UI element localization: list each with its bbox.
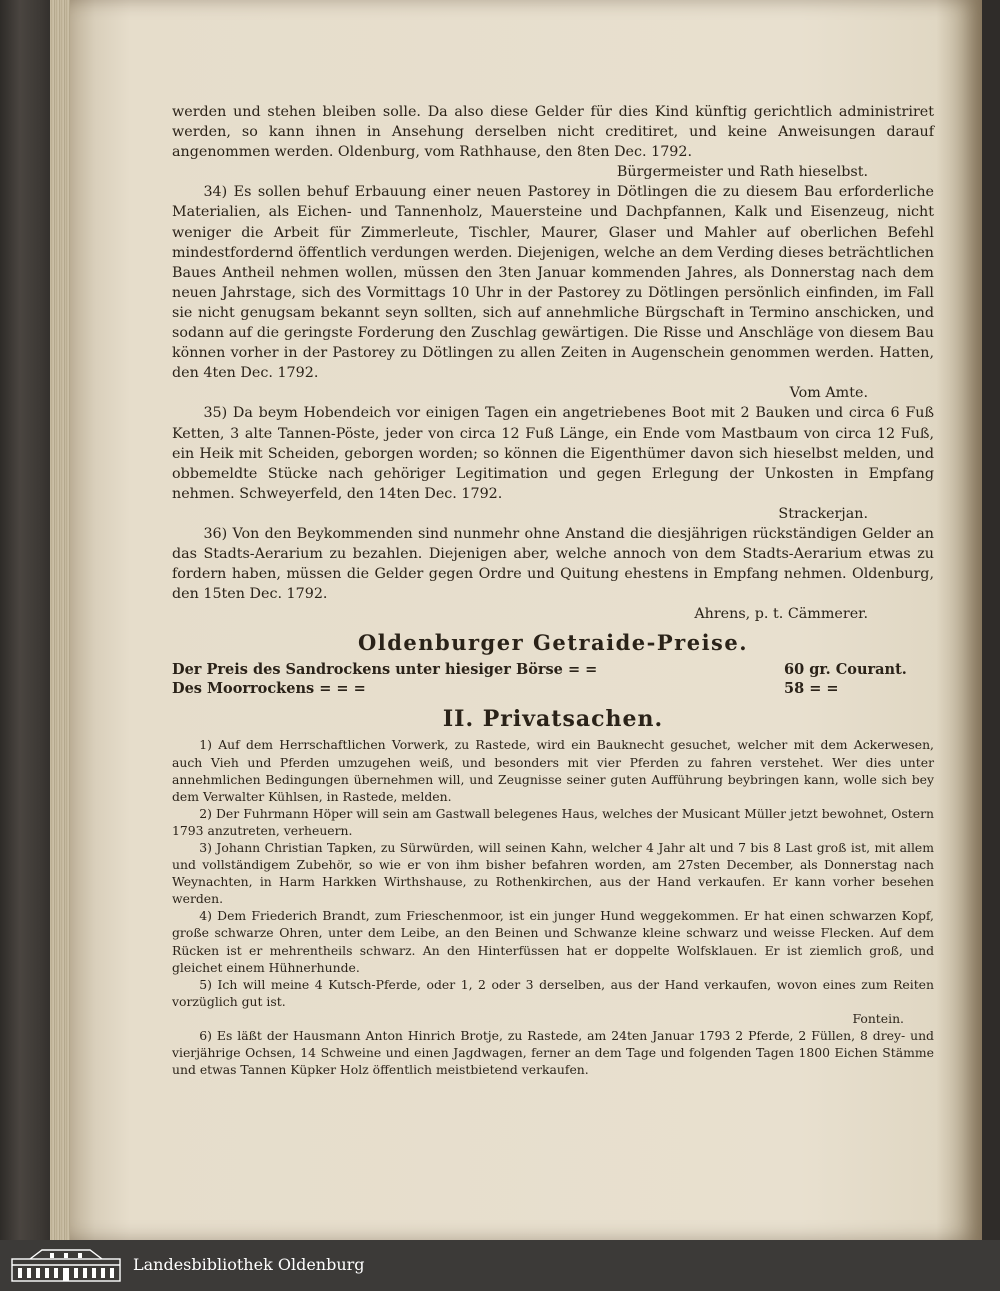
signature: Ahrens, p. t. Cämmerer. [694, 606, 868, 623]
private-item-4: 4) Dem Friederich Brandt, zum Frieschenmoor, ist ein junger Hund weggekommen. Er hat einen schwarzen Kopf, große schwarze Ohren, unter dem Leibe, an den Beinen und Schwanze kleine schwarz und weisse Flecken. Auf dem Rücken ist er mehrentheils schwarz. An den Hinterfüssen hat er doppelte Wolfsklauen. Er ist ziemlich groß, und gleichet einem Hühnerhunde. [172, 908, 934, 975]
page-text [172, 102, 934, 1078]
signature: Bürgermeister und Rath hieselbst. [616, 164, 868, 181]
private-item-2: 2) Der Fuhrmann Höper will sein am Gastwall belegenes Haus, welches der Musicant Müller jetzt bewohnet, Ostern 1793 anzutreten, verheuern. [172, 805, 934, 838]
price-value: 58 = = [784, 680, 839, 698]
library-building-icon[interactable] [10, 1247, 122, 1283]
paragraph-34: 34) Es sollen behuf Erbauung einer neuen Pastorey in Dötlingen die zu diesem Bau erforderliche Materialien, als Eichen- und Tannenholz, Mauersteine und Dachpfannen, Kalk und Eisenzeug, nicht weniger die Arbeit für Zimmerleute, Tischler, Maurer, Glaser und Mahler auf oberlichen Befehl mindestfordernd öffentlich verdungen werden. Diejenigen, welche an dem Verding dieses beträchtlichen Baues Antheil nehmen wollen, müssen den 3ten Januar kommenden Jahres, als Donnerstag nach dem neuen Jahrstage, sich des Vormittags 10 Uhr in der Pastorey zu Dötlingen persönlich einfinden, im Fall sie nicht genugsam bekannt seyn sollten, sich auf annehmliche Bürgschaft in Termino anschicken, und sodann auf die geringste Forderung den Zuschlag gewärtigen. Die Risse und Anschläge von diesem Bau können vorher in der Pastorey zu Dötlingen zu allen Zeiten in Augenschein genommen werden. Hatten, den 4ten Dec. 1792. [172, 184, 935, 382]
price-value: 60 gr. Courant. [784, 661, 907, 679]
paragraph-36: 36) Von den Beykommenden sind nunmehr ohne Anstand die diesjährigen rückständigen Gelder an das Stadts-Aerarium zu bezahlen. Diejenigen aber, welche annoch von dem Stadts-Aerarium etwas zu fordern haben, müssen die Gelder gegen Ordre und Quitung ehestens in Empfang nehmen. Oldenburg, den 15ten Dec. 1792. [172, 525, 934, 603]
page-edges [50, 0, 72, 1240]
signature: Fontein. [852, 1010, 904, 1026]
price-label: Des Moorrockens = = = [172, 680, 366, 698]
price-label: Der Preis des Sandrockens unter hiesiger Börse = = [172, 661, 598, 679]
prices-heading: Oldenburger Getraide-Preise. [357, 630, 749, 656]
paragraph-35: 35) Da beym Hobendeich vor einigen Tagen ein angetriebenes Boot mit 2 Bauken und circa 6 Fuß Ketten, 3 alte Tannen-Pöste, jeder von circa 12 Fuß Länge, ein Ende vom Mastbaum von circa 12 Fuß, ein Heik mit Scheiden, geborgen worden; so können die Eigenthümer davon sich hieselbst melden, und obbemeldte Stücke nach gehöriger Legitimation und gegen Erlegung der Unkosten in Empfang nehmen. Schweyerfeld, den 14ten Dec. 1792. [172, 405, 934, 502]
price-row [172, 660, 934, 679]
private-item-6: 6) Es läßt der Hausmann Anton Hinrich Brotje, zu Rastede, am 24ten Januar 1793 2 Pferde, 2 Füllen, 8 drey- und vierjährige Ochsen, 14 Schweine und einen Jagdwagen, ferner an dem Tage und folgenden Tagen 1800 Eichen Stämme und etwas Tannen Küpker Holz öffentlich meistbietend verkaufen. [172, 1028, 934, 1078]
private-item-3: 3) Johann Christian Tapken, zu Sürwürden, will seinen Kahn, welcher 4 Jahr alt und 7 bis 8 Last groß ist, mit allem und vollständigem Zubehör, so wie er von ihm bisher befahren worden, am 27sten December, als Donnerstag nach Weynachten, in Harm Harkken Wirthshause, zu Rothenkirchen, aus der Hand verkaufen. Er kann vorher besehen werden. [172, 840, 934, 907]
private-item-1: 1) Auf dem Herrschaftlichen Vorwerk, zu Rastede, wird ein Bauknecht gesuchet, welcher mit dem Ackerwesen, auch Vieh und Pferden umzugehen weiß, und besonders mit vier Pferden zu fahren verstehet. Wer dies unter annehmlichen Bedingungen übernehmen will, und Zeugnisse seiner guten Aufführung beybringen kann, wolle sich bey dem Verwalter Kühlsen, in Rastede, melden. [172, 737, 934, 804]
private-item-5: 5) Ich will meine 4 Kutsch-Pferde, oder 1, 2 oder 3 derselben, aus der Hand verkaufen, wovon eines zum Reiten vorzüglich gut ist. [172, 976, 934, 1009]
signature: Strackerjan. [778, 505, 868, 522]
library-name[interactable]: Landesbibliothek Oldenburg [133, 1255, 365, 1274]
signature: Vom Amte. [789, 385, 868, 402]
section-heading: II. Privatsachen. [442, 706, 664, 733]
price-row [172, 679, 934, 698]
footer-bar [0, 1240, 1000, 1291]
paragraph-continuation: werden und stehen bleiben solle. Da also diese Gelder für dies Kind künftig gerichtlich administriret werden, so kann ihnen in Ansehung derselben nicht creditiret, und keine Anweisungen darauf angenommen werden. Oldenburg, vom Rathhause, den 8ten Dec. 1792. [172, 104, 934, 161]
